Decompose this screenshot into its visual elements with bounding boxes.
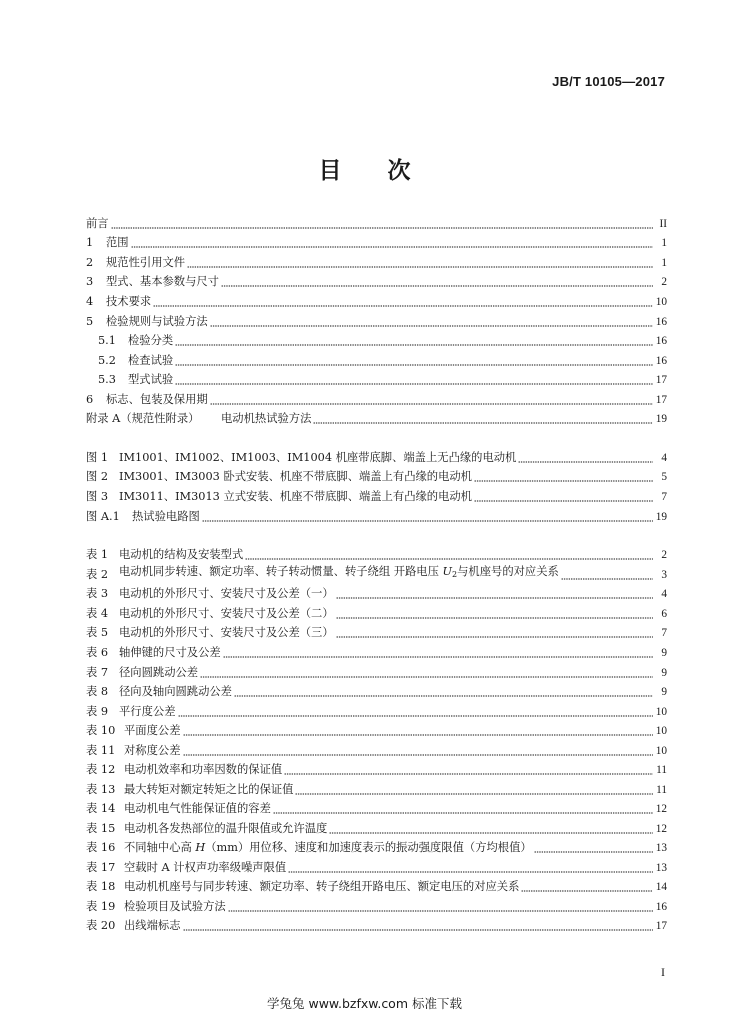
toc-entry-table-4[interactable]: 表 4 电动机的外形尺寸、安装尺寸及公差（二） 6 [86,607,667,620]
toc-entry-5-1[interactable]: 5.1 检验分类 16 [98,334,667,347]
toc-entry-table-7[interactable]: 表 7 径向圆跳动公差 9 [86,666,667,679]
toc-entry-table-15[interactable]: 表 15 电动机各发热部位的温升限值或允许温度 12 [86,822,667,835]
toc-entry-4[interactable]: 4 技术要求 10 [86,295,667,308]
toc-entry-5[interactable]: 5 检验规则与试验方法 16 [86,315,667,328]
toc-entry-table-12[interactable]: 表 12 电动机效率和功率因数的保证值 11 [86,763,667,776]
toc-entry-table-11[interactable]: 表 11 对称度公差 10 [86,744,667,757]
toc-entry-table-2[interactable]: 表 2 电动机同步转速、额定功率、转子转动惯量、转子绕组 开路电压 $U_2$与机座号的对应关系 3 [86,565,667,581]
toc-entry-table-16[interactable]: 表 16 不同轴中心高 H（mm）用位移、速度和加速度表示的振动强度限值（方均根值） 13 [86,841,667,854]
toc-entry-2[interactable]: 2 规范性引用文件 1 [86,256,667,269]
page-title [0,152,729,185]
toc-entry-figure-1[interactable]: 图 1 IM1001、IM1002、IM1003、IM1004 机座带底脚、端盖上无凸缘的电动机 4 [86,451,667,464]
toc-entry-figure-3[interactable]: 图 3 IM3011、IM3013 立式安装、机座不带底脚、端盖上有凸缘的电动机 7 [86,490,667,503]
toc-entry-table-5[interactable]: 表 5 电动机的外形尺寸、安装尺寸及公差（三） 7 [86,626,667,639]
toc-entry-table-19[interactable]: 表 19 检验项目及试验方法 16 [86,900,667,913]
toc-entry-table-1[interactable]: 表 1 电动机的结构及安装型式 2 [86,548,667,561]
toc-entry-table-3[interactable]: 表 3 电动机的外形尺寸、安装尺寸及公差（一） 4 [86,587,667,600]
toc-entry-3[interactable]: 3 型式、基本参数与尺寸 2 [86,275,667,288]
toc-entry-annex-a[interactable]: 附录 A（规范性附录） 电动机热试验方法 19 [86,412,667,425]
toc-entry-foreword[interactable]: 前言 II [86,217,667,230]
toc-entry-table-9[interactable]: 表 9 平行度公差 10 [86,705,667,718]
toc-entry-table-10[interactable]: 表 10 平面度公差 10 [86,724,667,737]
toc-entry-table-20[interactable]: 表 20 出线端标志 17 [86,919,667,932]
toc-entry-5-2[interactable]: 5.2 检查试验 16 [98,354,667,367]
toc-entry-figure-a1[interactable]: 图 A.1 热试验电路图 19 [86,510,667,523]
page-number: I [661,965,665,979]
toc-entry-1[interactable]: 1 范围 1 [86,236,667,249]
toc-entry-table-6[interactable]: 表 6 轴伸键的尺寸及公差 9 [86,646,667,659]
toc-entry-table-14[interactable]: 表 14 电动机电气性能保证值的容差 12 [86,802,667,815]
toc-entry-table-13[interactable]: 表 13 最大转矩对额定转矩之比的保证值 11 [86,783,667,796]
toc-entry-6[interactable]: 6 标志、包装及保用期 17 [86,393,667,406]
toc-entry-table-18[interactable]: 表 18 电动机机座号与同步转速、额定功率、转子绕组开路电压、额定电压的对应关系 14 [86,880,667,893]
toc-entry-5-3[interactable]: 5.3 型式试验 17 [98,373,667,386]
toc-entry-table-17[interactable]: 表 17 空载时 A 计权声功率级噪声限值 13 [86,861,667,874]
standard-number: JB/T 10105—2017 [552,74,665,89]
toc-entry-figure-2[interactable]: 图 2 IM3001、IM3003 卧式安装、机座不带底脚、端盖上有凸缘的电动机 5 [86,470,667,483]
title-char-1: 目 [318,158,342,184]
toc-entry-table-8[interactable]: 表 8 径向及轴向圆跳动公差 9 [86,685,667,698]
title-char-2: 次 [387,158,411,184]
watermark-footer: 学兔兔 www.bzfxw.com 标准下载 [267,996,462,1011]
